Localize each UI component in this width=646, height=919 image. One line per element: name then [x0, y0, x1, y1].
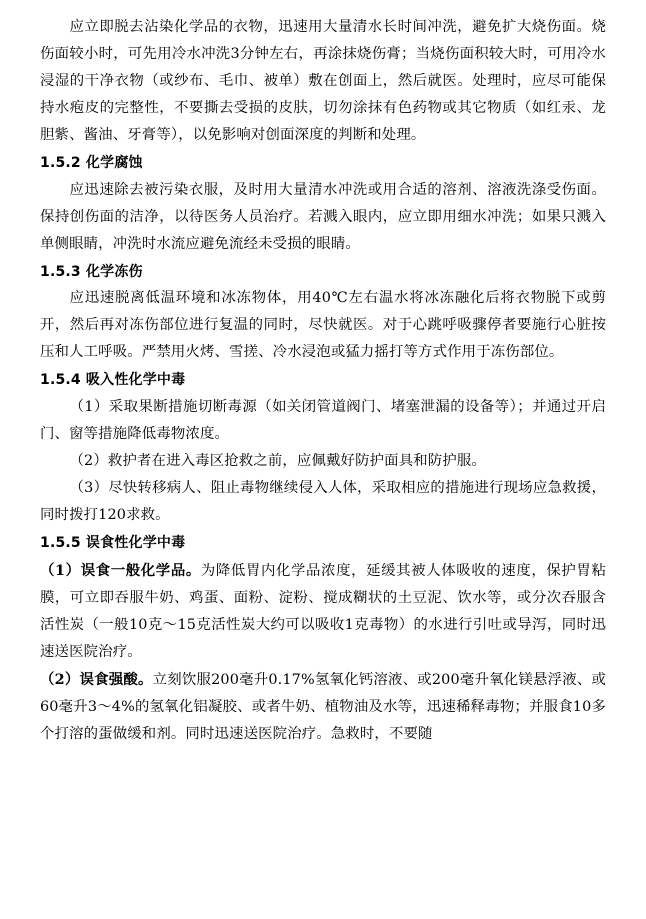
paragraph-burn-treatment: 应立即脱去沾染化学品的衣物，迅速用大量清水长时间冲洗，避免扩大烧伤面。烧伤面较小时，可先用冷水冲洗3分钟左右，再涂抹烧伤膏；当烧伤面积较大时，可用冷水浸湿的干净衣物（或纱布、毛巾、被单）敷在创面上，然后就医。处理时，应尽可能保持水疱皮的完整性，不要撕去受损的皮肤，切勿涂抹有色药物或其它物质（如红汞、龙胆紫、酱油、牙膏等），以免影响对创面深度的判断和处理。: [40, 19, 606, 144]
heading-1-5-2: 1.5.2 化学腐蚀: [40, 155, 143, 172]
paragraph-chemical-corrosion: 应迅速除去被污染衣服，及时用大量清水冲洗或用合适的溶剂、溶液洗涤受伤面。保持创伤面的洁净，以待医务人员治疗。若溅入眼内，应立即用细水冲洗；如果只溅入单侧眼睛，冲洗时水流应避免流经未受损的眼睛。: [40, 181, 606, 252]
heading-1-5-3: 1.5.3 化学冻伤: [40, 263, 143, 280]
heading-1-5-5: 1.5.5 误食性化学中毒: [40, 535, 186, 552]
paragraph-inhalation-item-1: （1）采取果断措施切断毒源（如关闭管道阀门、堵塞泄漏的设备等）；并通过开启门、窗等措施降低毒物浓度。: [40, 398, 606, 442]
paragraph-chemical-frostbite: 应迅速脱离低温环境和冰冻物体，用40℃左右温水将冰冻融化后将衣物脱下或剪开，然后再对冻伤部位进行复温的同时，尽快就医。对于心跳呼吸骤停者要施行心脏按压和人工呼吸。严禁用火烤、雪搓、冷水浸泡或猛力摇打等方式作用于冻伤部位。: [40, 290, 606, 361]
paragraph-body-text: 立刻饮服200毫升0.17%氢氧化钙溶液、或200毫升氧化镁悬浮液、或60毫升3～4%的氢氧化铝凝胶、或者牛奶、植物油及水等，迅速稀释毒物；并服食10多个打溶的蛋做缓和剂。同时迅速送医院治疗。急救时，不要随: [40, 671, 607, 742]
paragraph-inhalation-item-3: （3）尽快转移病人、阻止毒物继续侵入人体，采取相应的措施进行现场应急救援，同时拨打120求救。: [40, 480, 606, 524]
paragraph-lead-label: （1）误食一般化学品。: [40, 561, 201, 579]
paragraph-body-text: 为降低胃内化学品浓度，延缓其被人体吸收的速度，保护胃粘膜，可立即吞服牛奶、鸡蛋、面粉、淀粉、搅成糊状的土豆泥、饮水等，或分次吞服含活性炭（一般10克～15克活性炭大约可以吸收1克毒物）的水进行引吐或导泻，同时迅速送医院治疗。: [40, 562, 606, 660]
heading-1-5-4: 1.5.4 吸入性化学中毒: [40, 372, 186, 389]
paragraph-ingestion-item-2: [40, 666, 606, 748]
paragraph-inhalation-item-2: （2）救护者在进入毒区抢救之前，应佩戴好防护面具和防护服。: [69, 452, 486, 469]
paragraph-lead-label: （2）误食强酸。: [40, 670, 153, 688]
paragraph-ingestion-item-1: [40, 557, 606, 666]
